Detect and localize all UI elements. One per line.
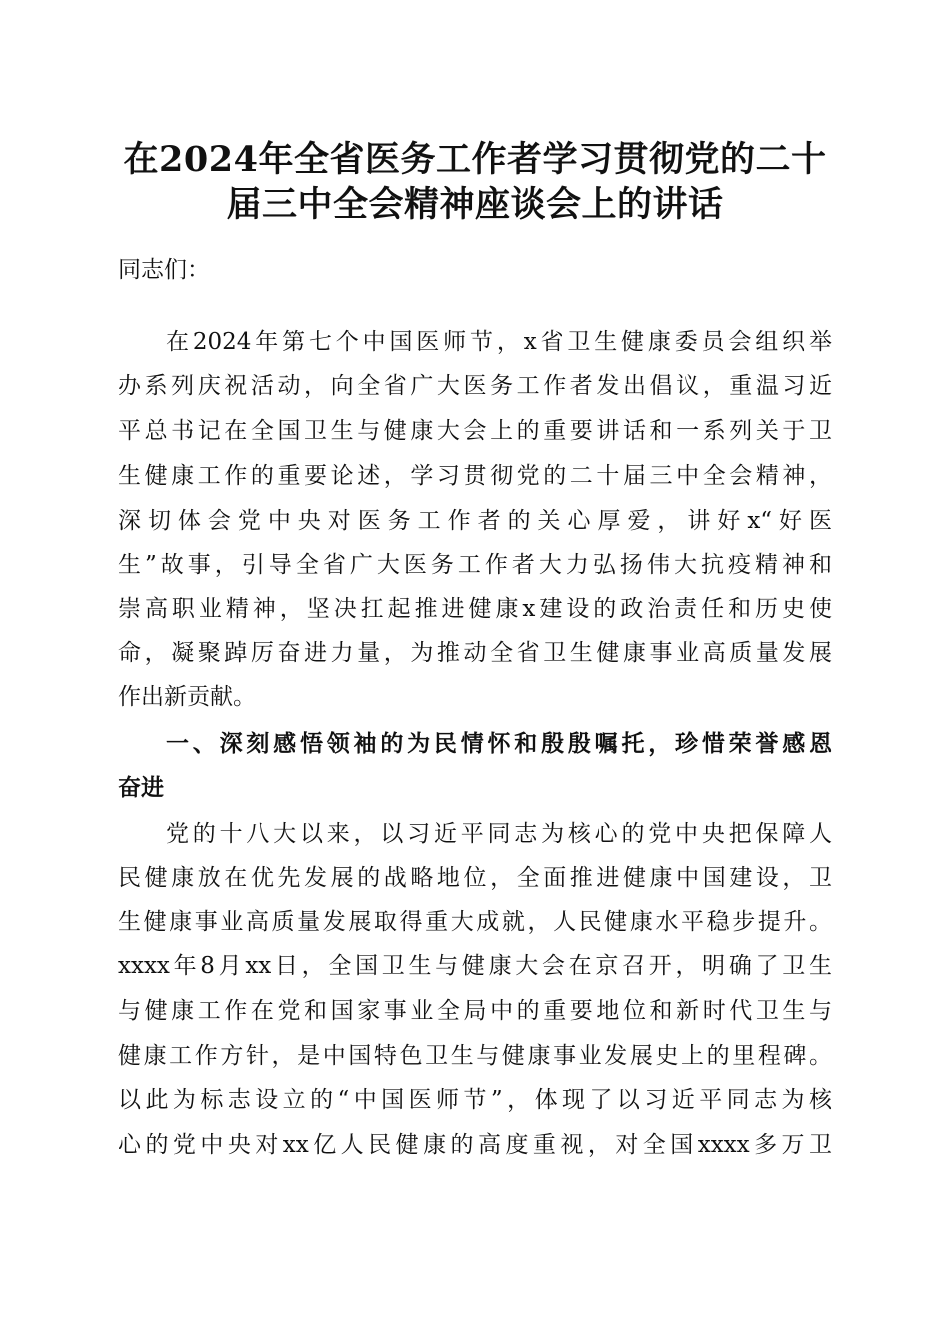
text-line: xxxx年8月xx日，全国卫生与健康大会在京召开，明确了卫生 [118, 953, 832, 979]
text-line: 办系列庆祝活动，向全省广大医务工作者发出倡议，重温习近 [118, 373, 832, 399]
heading-line: 一、深刻感悟领袖的为民情怀和殷殷嘱托，珍惜荣誉感恩 [166, 731, 832, 757]
text-line: 与健康工作在党和国家事业全局中的重要地位和新时代卫生与 [118, 998, 832, 1024]
text-line: 心的党中央对xx亿人民健康的高度重视，对全国xxxx多万卫 [118, 1132, 832, 1158]
text-line: 平总书记在全国卫生与健康大会上的重要讲话和一系列关于卫 [118, 418, 832, 444]
title-line: 在2024年全省医务工作者学习贯彻党的二十 [123, 139, 827, 180]
text-line: 民健康放在优先发展的战略地位，全面推进健康中国建设，卫 [118, 865, 832, 891]
text-line: 命，凝聚踔厉奋进力量，为推动全省卫生健康事业高质量发展 [118, 640, 832, 666]
text-line: 党的十八大以来，以习近平同志为核心的党中央把保障人 [166, 821, 832, 847]
text-line: 作出新贡献。 [118, 684, 256, 710]
heading-line: 奋进 [118, 775, 164, 801]
text-line: 生”故事，引导全省广大医务工作者大力弘扬伟大抗疫精神和 [118, 552, 832, 578]
text-line: 生健康工作的重要论述，学习贯彻党的二十届三中全会精神， [118, 463, 832, 489]
text-line: 生健康事业高质量发展取得重大成就，人民健康水平稳步提升。 [118, 909, 832, 935]
text-line: 在2024年第七个中国医师节，x省卫生健康委员会组织举 [166, 329, 832, 355]
title-line: 届三中全会精神座谈会上的讲话 [226, 184, 724, 225]
text-line: 崇高职业精神，坚决扛起推进健康x建设的政治责任和历史使 [118, 596, 832, 622]
salutation: 同志们： [118, 257, 210, 283]
text-line: 健康工作方针，是中国特色卫生与健康事业发展史上的里程碑。 [118, 1043, 832, 1069]
text-line: 以此为标志设立的“中国医师节”，体现了以习近平同志为核 [118, 1087, 832, 1113]
text-line: 深切体会党中央对医务工作者的关心厚爱，讲好x“好医 [118, 508, 832, 534]
